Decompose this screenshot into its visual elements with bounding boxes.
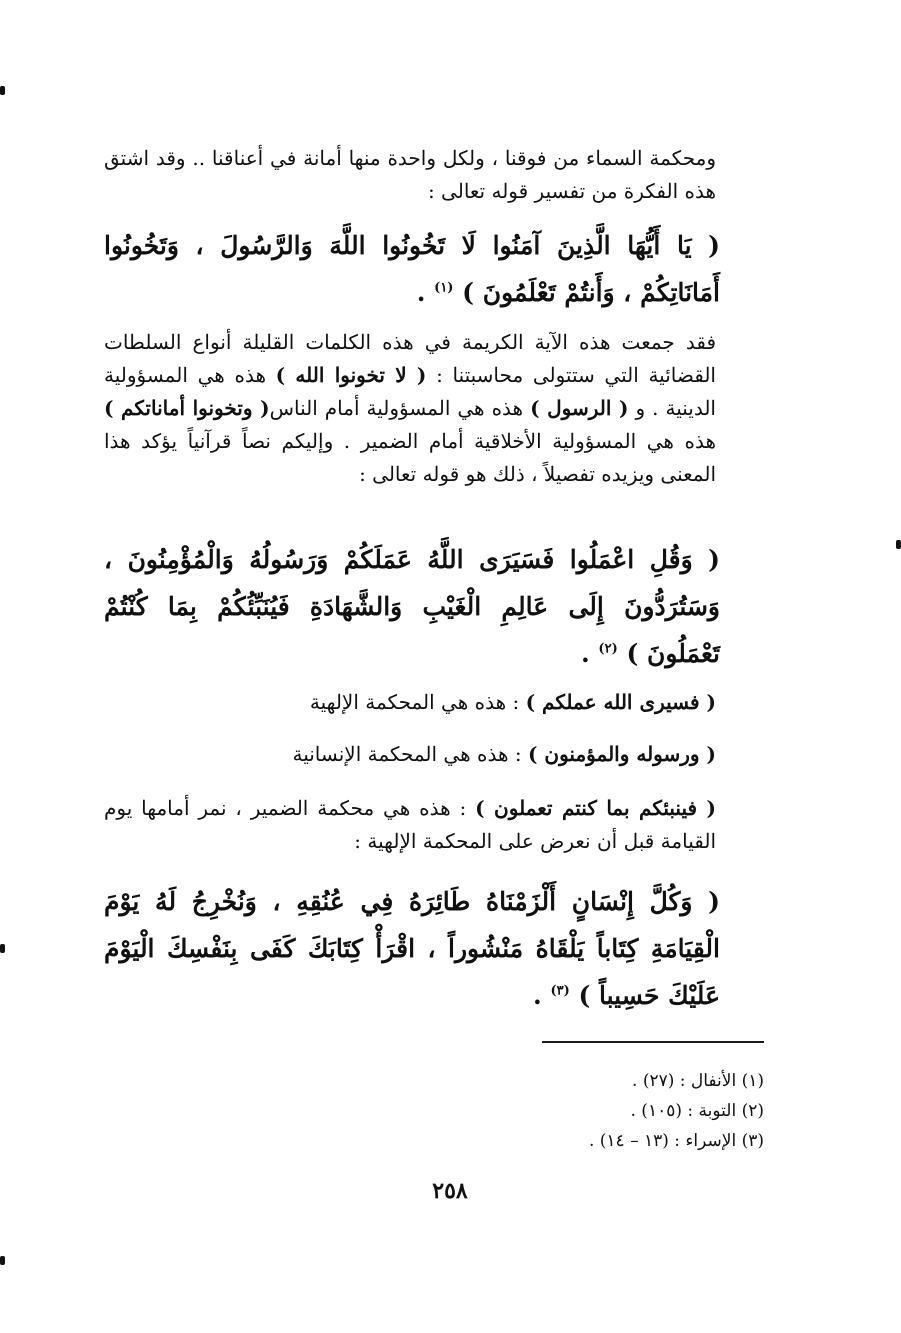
commentary-text-1: : هذه هي المحكمة الإلهية — [309, 690, 526, 714]
verse-2-text: ( وَقُلِ اعْمَلُوا فَسَيَرَى اللَّهُ عَمَلَكُمْ وَرَسُولُهُ وَالْمُؤْمِنُونَ ، وَسَتُرَدُّونَ إِلَى عَالِمِ الْغَيْبِ وَالشَّهَادَةِ فَيُنَبِّئُكُمْ بِمَا كُنْتُمْ تَعْمَلُونَ ) — [104, 545, 720, 668]
quran-verse-3 — [104, 878, 720, 1019]
commentary-line-2 — [104, 738, 716, 771]
margin-mark — [0, 1256, 5, 1265]
footnote-ref-3: (٣) — [550, 983, 570, 999]
explanation-paragraph — [104, 326, 716, 491]
explanation-part: هذه هي المسؤولية الدينية . و — [104, 363, 716, 420]
margin-mark — [0, 86, 5, 95]
verse-2-end: . — [581, 639, 599, 668]
commentary-quote-1: ( فسيرى الله عملكم ) — [525, 690, 716, 714]
intro-text: ومحكمة السماء من فوقنا ، ولكل واحدة منها أمانة في أعناقنا .. وقد اشتق هذه الفكرة من تفسير قوله تعالى : — [104, 146, 716, 203]
footnote-ref-2: (٢) — [598, 641, 618, 657]
explanation-part: فقد جمعت هذه الآية الكريمة في هذه الكلمات القليلة أنواع السلطات القضائية التي ستتولى محاسبتنا : — [104, 330, 716, 387]
page-number: ٢٥٨ — [432, 1178, 468, 1204]
explanation-part: هذه هي المسؤولية أمام الناس — [269, 396, 531, 420]
commentary-quote-3: ( فينبئكم بما كنتم تعملون ) — [475, 796, 716, 820]
margin-mark — [0, 944, 5, 953]
verse-3-end: . — [533, 981, 551, 1010]
explanation-part: هذه هي المسؤولية الأخلاقية أمام الضمير . وإليكم نصاً قرآنياً يؤكد هذا المعنى ويزيده تفصيلاً ، ذلك هو قوله تعالى : — [104, 429, 716, 486]
explanation-quote-2: ( الرسول ) — [530, 396, 629, 420]
verse-1-text: ( يَا أَيُّهَا الَّذِينَ آمَنُوا لَا تَخُونُوا اللَّهَ وَالرَّسُولَ ، وَتَخُونُوا أَمَانَاتِكُمْ ، وَأَنتُمْ تَعْلَمُونَ ) — [104, 231, 720, 307]
footnote-ref-1: (١) — [434, 280, 454, 296]
commentary-quote-2: ( ورسوله والمؤمنون ) — [527, 742, 716, 766]
verse-1-end: . — [416, 278, 435, 307]
quran-verse-1 — [104, 222, 720, 316]
footnote-3: (٣) الإسراء : (١٣ – ١٤) . — [588, 1131, 764, 1151]
verse-3-text: ( وَكُلَّ إِنْسَانٍ أَلْزَمْنَاهُ طَائِرَهُ فِي عُنُقِهِ ، وَنُخْرِجُ لَهُ يَوْمَ الْقِيَامَةِ كِتَاباً يَلْقَاهُ مَنْشُوراً ، اقْرَأْ كِتَابَكَ كَفَى بِنَفْسِكَ الْيَوْمَ عَلَيْكَ حَسِيباً ) — [104, 887, 720, 1010]
footnote-2: (٢) التوبة : (١٠٥) . — [630, 1101, 764, 1121]
footnote-1: (١) الأنفال : (٢٧) . — [632, 1071, 764, 1091]
commentary-line-1 — [104, 686, 716, 719]
explanation-quote-1: ( لا تخونوا الله ) — [275, 363, 427, 387]
footnotes — [420, 1066, 764, 1156]
commentary-text-2: : هذه هي المحكمة الإنسانية — [292, 742, 528, 766]
commentary-line-3 — [104, 792, 716, 858]
explanation-quote-3: ( وتخونوا أماناتكم ) — [104, 396, 270, 420]
margin-mark — [896, 540, 901, 549]
intro-paragraph — [104, 142, 716, 208]
quran-verse-2 — [104, 536, 720, 677]
footnote-divider — [542, 1041, 764, 1043]
commentary-text-3: : هذه هي محكمة الضمير ، نمر أمامها يوم القيامة قبل أن نعرض على المحكمة الإلهية : — [104, 796, 716, 853]
